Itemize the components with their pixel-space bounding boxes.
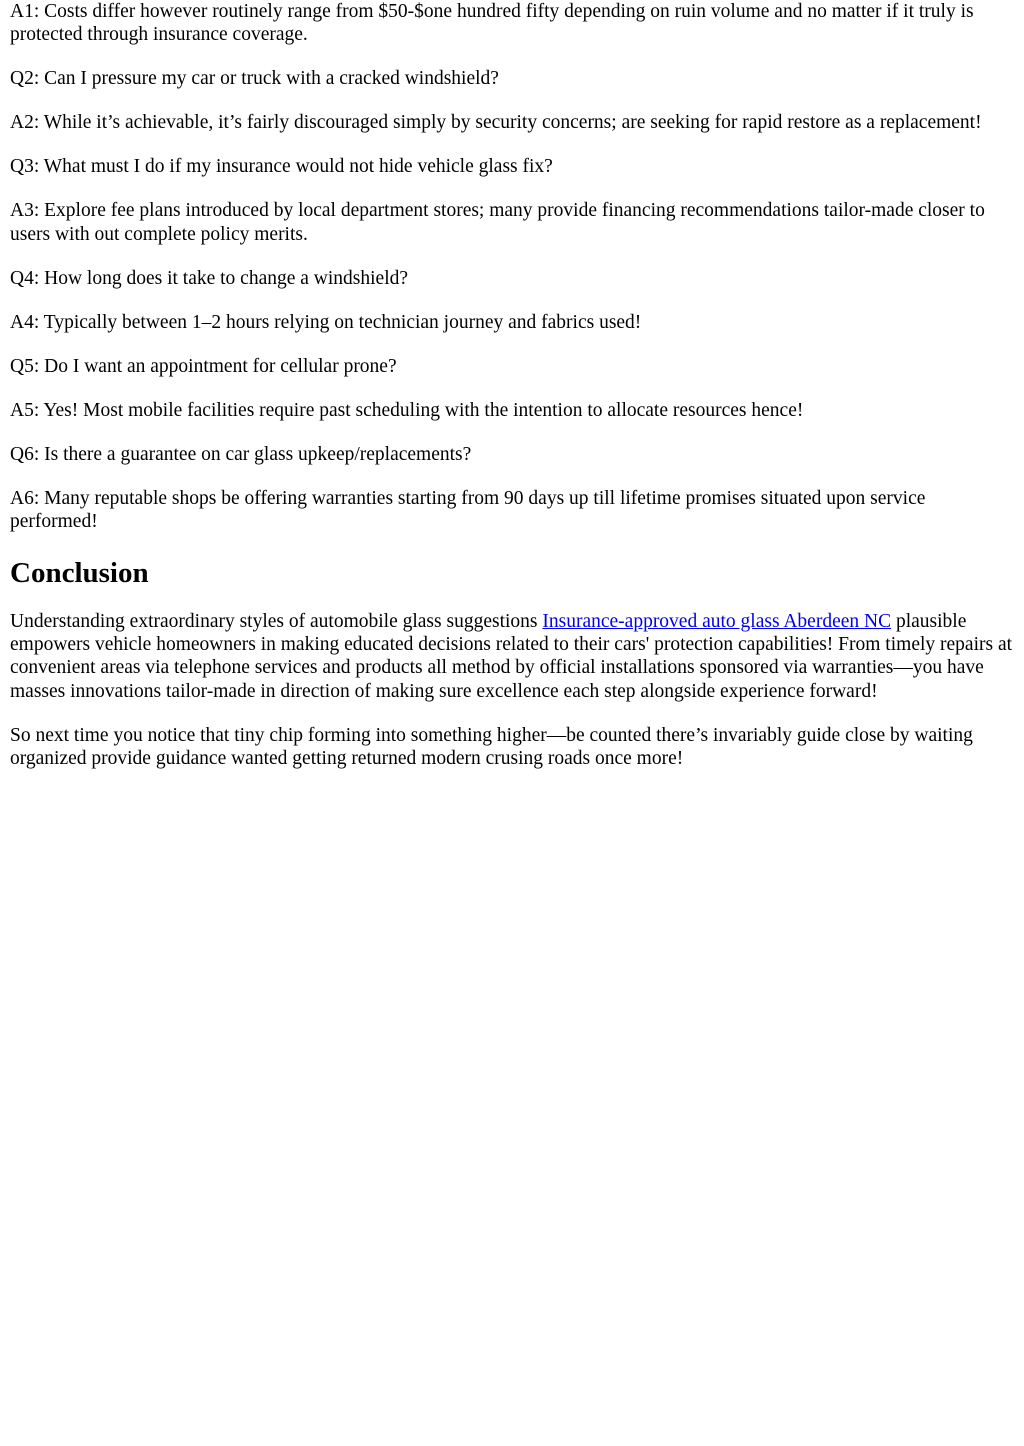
conclusion-paragraph-2: So next time you notice that tiny chip forming into something higher—be counted there’s invariably guide close by waiting organized provide guidance wanted getting returned modern crusing roads once more! [10,724,973,770]
faq-question-6: Q6: Is there a guarantee on car glass upkeep/replacements? [10,443,472,465]
faq-answer-2: A2: While it’s achievable, it’s fairly discouraged simply by security concerns; are seeking for rapid restore as a replacement! [10,112,982,134]
faq-answer-3: A3: Explore fee plans introduced by local department stores; many provide financing recommendations tailor-made closer to users with out complete policy merits. [10,200,985,245]
faq-answer-1: A1: Costs differ however routinely range from $50-$one hundred fifty depending on ruin volume and no matter if it truly is protected through insurance coverage. [10,1,974,46]
faq-question-3: Q3: What must I do if my insurance would not hide vehicle glass fix? [10,156,553,178]
conclusion-heading: Conclusion [10,556,149,589]
conclusion-text-before-link: Understanding extraordinary styles of automobile glass suggestions [10,610,543,632]
faq-question-5: Q5: Do I want an appointment for cellular prone? [10,355,397,377]
faq-question-4: Q4: How long does it take to change a windshield? [10,267,409,289]
conclusion-text-after-link: plausible empowers vehicle homeowners in making educated decisions related to their cars' protection capabilities! From timely repairs at convenient areas via telephone services and products all method by official installations sponsored via warranties—you have masses innovations tailor-made in direction of making sure excellence each step alongside experience forward! [10,610,1013,702]
faq-answer-5: A5: Yes! Most mobile facilities require past scheduling with the intention to allocate resources hence! [10,399,804,421]
faq-answer-6: A6: Many reputable shops be offering warranties starting from 90 days up till lifetime promises situated upon service performed! [10,487,926,533]
faq-question-2: Q2: Can I pressure my car or truck with a cracked windshield? [10,68,499,90]
faq-answer-4: A4: Typically between 1–2 hours relying on technician journey and fabrics used! [10,311,642,333]
conclusion-paragraph-1 [10,610,1014,704]
insurance-approved-auto-glass-link[interactable]: Insurance-approved auto glass Aberdeen NC [542,610,892,632]
